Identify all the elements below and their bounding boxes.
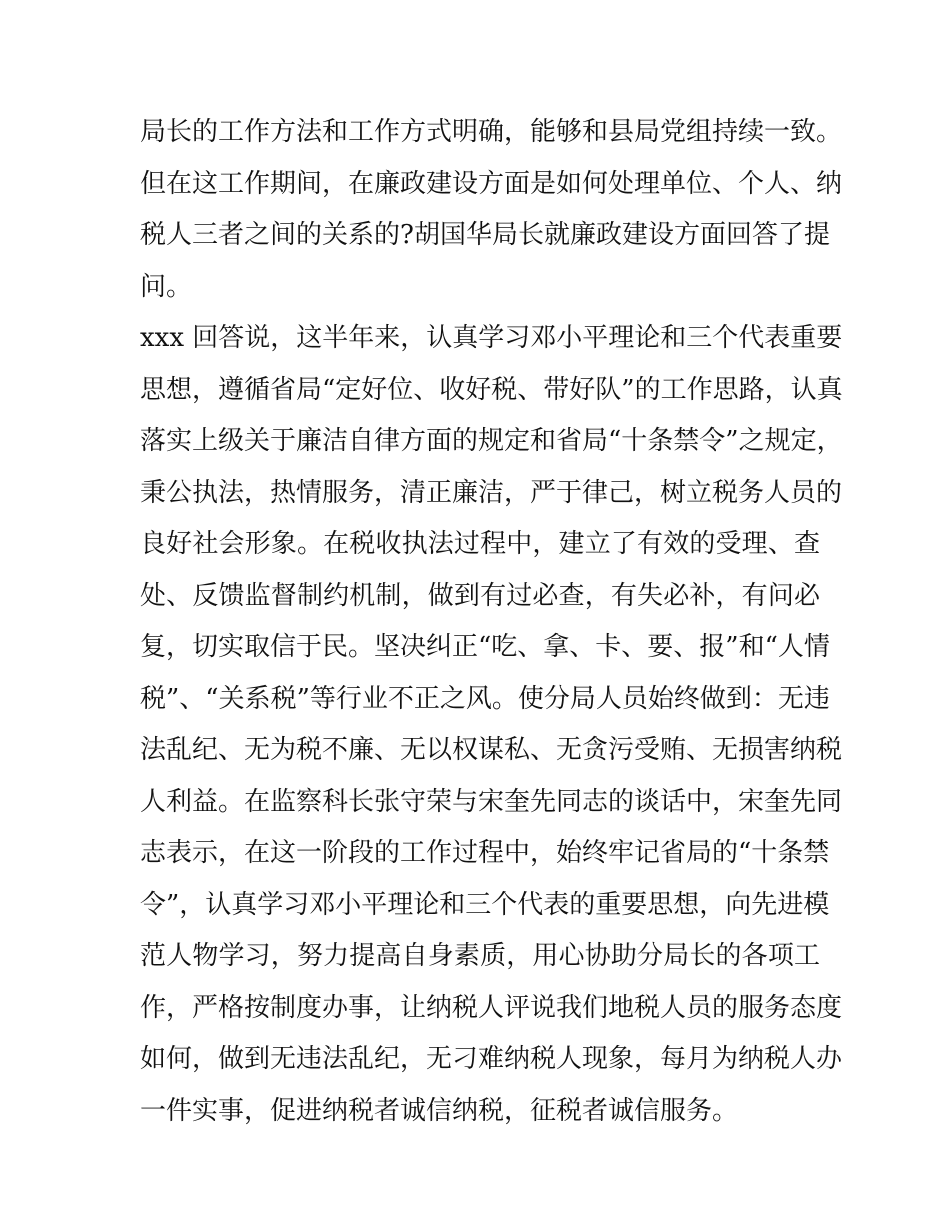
text-line: 局长的工作方法和工作方式明确，能够和县局党组持续一致。 bbox=[140, 117, 843, 147]
text-line: 志表示，在这一阶段的工作过程中，始终牢记省局的“十条禁 bbox=[140, 838, 830, 868]
text-line: 令”，认真学习邓小平理论和三个代表的重要思想，向先进模 bbox=[140, 889, 830, 920]
text-line: 良好社会形象。在税收执法过程中，建立了有效的受理、查 bbox=[140, 529, 820, 559]
text-line: 税人三者之间的关系的?胡国华局长就廉政建设方面回答了提 bbox=[140, 220, 830, 250]
paragraph-1 bbox=[140, 107, 843, 313]
text-line: 人利益。在监察科长张守荣与宋奎先同志的谈话中，宋奎先同 bbox=[140, 786, 843, 817]
text-line: 但在这工作期间，在廉政建设方面是如何处理单位、个人、纳 bbox=[140, 168, 843, 199]
text-line: 秉公执法，热情服务，清正廉洁，严于律己，树立税务人员的 bbox=[140, 477, 843, 508]
text-line: 问。 bbox=[140, 271, 193, 302]
text-line: xxx 回答说，这半年来，认真学习邓小平理论和三个代表重要 bbox=[140, 323, 843, 353]
text-line: 处、反馈监督制约机制，做到有过必查，有失必补，有问必 bbox=[140, 580, 820, 611]
text-line: 一件实事，促进纳税者诚信纳税，征税者诚信服务。 bbox=[140, 1095, 739, 1126]
text-line: 复，切实取信于民。坚决纠正“吃、拿、卡、要、报”和“人情 bbox=[140, 632, 830, 662]
text-line: 作，严格按制度办事，让纳税人评说我们地税人员的服务态度 bbox=[140, 992, 843, 1023]
text-line: 思想，遵循省局“定好位、收好税、带好队”的工作思路，认真 bbox=[140, 374, 843, 405]
body-text bbox=[140, 107, 843, 1137]
text-line: 落实上级关于廉洁自律方面的规定和省局“十条禁令”之规定， bbox=[140, 426, 843, 456]
text-line: 如何，做到无违法乱纪，无刁难纳税人现象，每月为纳税人办 bbox=[140, 1044, 843, 1074]
text-line: 范人物学习，努力提高自身素质，用心协助分局长的各项工 bbox=[140, 941, 820, 971]
text-line: 法乱纪、无为税不廉、无以权谋私、无贪污受贿、无损害纳税 bbox=[140, 735, 843, 765]
paragraph-2 bbox=[140, 313, 843, 1137]
text-line: 税”、“关系税”等行业不正之风。使分局人员始终做到：无违 bbox=[140, 683, 830, 714]
